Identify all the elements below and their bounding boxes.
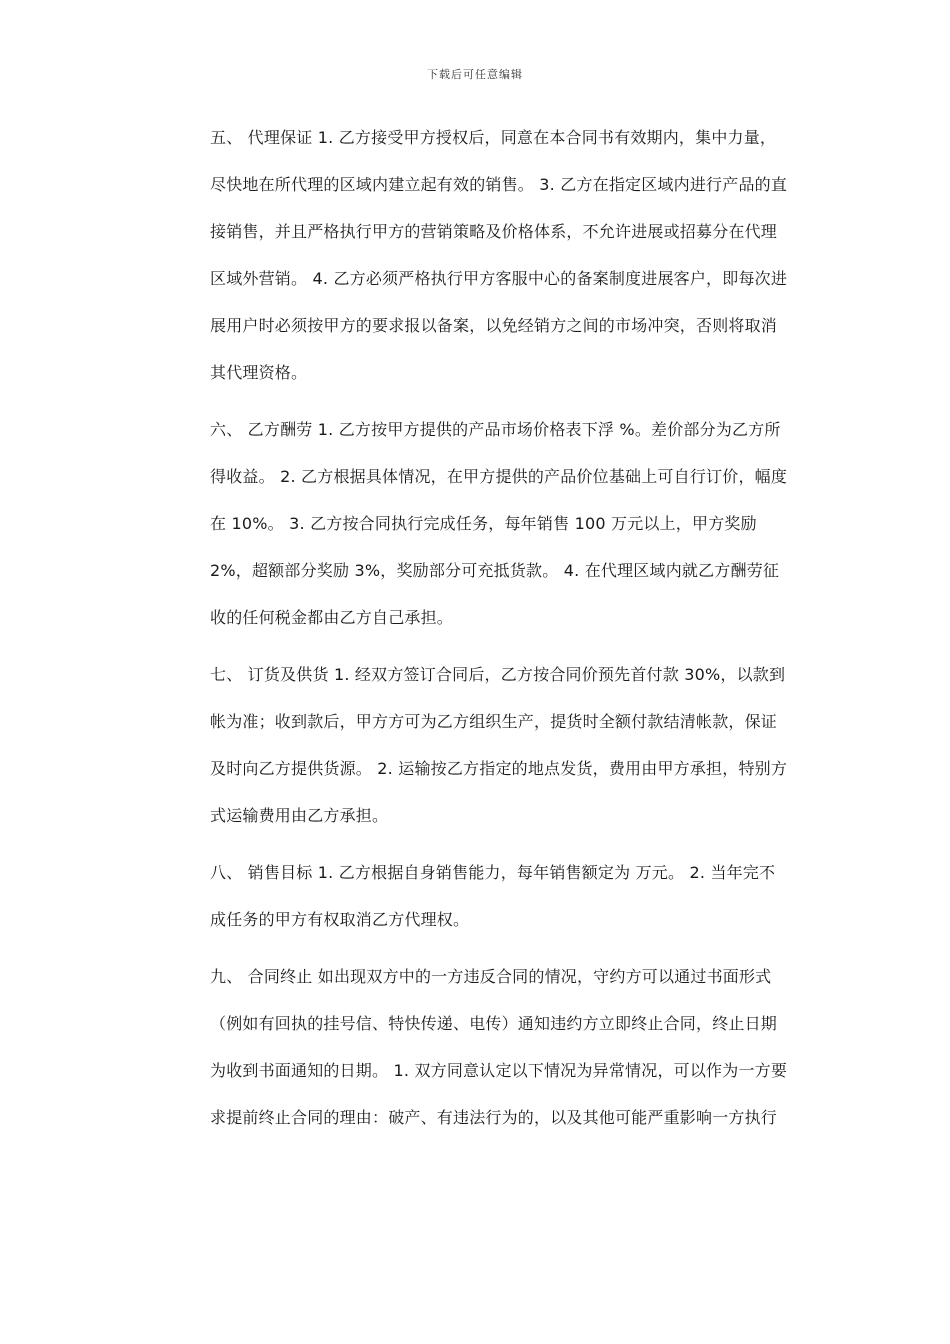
paragraph-line: 帐为准；收到款后，甲方方可为乙方组织生产，提货时全额付款结清帐款，保证	[210, 712, 778, 731]
paragraph-line: （例如有回执的挂号信、特快传递、电传）通知违约方立即终止合同，终止日期	[210, 1014, 778, 1033]
document-body	[210, 120, 810, 1147]
section-party-b-remuneration	[210, 412, 810, 647]
paragraph-line: 收的任何税金都由乙方自己承担。	[210, 608, 454, 627]
section-sales-target	[210, 855, 810, 949]
paragraph-line: 得收益。 2. 乙方根据具体情况，在甲方提供的产品价位基础上可自行订价，幅度	[210, 467, 788, 486]
paragraph-line: 六、 乙方酬劳 1. 乙方按甲方提供的产品市场价格表下浮 %。差价部分为乙方所	[210, 420, 781, 439]
paragraph-line: 在 10%。 3. 乙方按合同执行完成任务，每年销售 100 万元以上，甲方奖励	[210, 514, 757, 533]
section-ordering-and-supply	[210, 657, 810, 845]
paragraph-line: 求提前终止合同的理由：破产、有违法行为的，以及其他可能严重影响一方执行	[210, 1108, 778, 1127]
page-header-note: 下载后可任意编辑	[427, 68, 523, 81]
paragraph-line: 其代理资格。	[210, 363, 308, 382]
paragraph-line: 七、 订货及供货 1. 经双方签订合同后，乙方按合同价预先首付款 30%，以款到	[210, 665, 786, 684]
paragraph-line: 尽快地在所代理的区域内建立起有效的销售。 3. 乙方在指定区域内进行产品的直	[210, 175, 788, 194]
section-agency-guarantee	[210, 120, 810, 402]
paragraph-line: 八、 销售目标 1. 乙方根据自身销售能力，每年销售额定为 万元。 2. 当年完不	[210, 863, 776, 882]
paragraph-line: 为收到书面通知的日期。 1. 双方同意认定以下情况为异常情况，可以作为一方要	[210, 1061, 788, 1080]
paragraph-line: 式运输费用由乙方承担。	[210, 806, 389, 825]
paragraph-line: 2%，超额部分奖励 3%，奖励部分可充抵货款。 4. 在代理区域内就乙方酬劳征	[210, 561, 780, 580]
paragraph-line: 接销售，并且严格执行甲方的营销策略及价格体系，不允许进展或招募分在代理	[210, 222, 778, 241]
paragraph-line: 区域外营销。 4. 乙方必须严格执行甲方客服中心的备案制度进展客户，即每次进	[210, 269, 788, 288]
paragraph-line: 及时向乙方提供货源。 2. 运输按乙方指定的地点发货，费用由甲方承担，特别方	[210, 759, 788, 778]
paragraph-line: 成任务的甲方有权取消乙方代理权。	[210, 910, 470, 929]
paragraph-line: 展用户时必须按甲方的要求报以备案，以免经销方之间的市场冲突，否则将取消	[210, 316, 778, 335]
paragraph-line: 九、 合同终止 如出现双方中的一方违反合同的情况，守约方可以通过书面形式	[210, 967, 772, 986]
section-contract-termination	[210, 959, 810, 1147]
paragraph-line: 五、 代理保证 1. 乙方接受甲方授权后，同意在本合同书有效期内，集中力量，	[210, 128, 777, 147]
